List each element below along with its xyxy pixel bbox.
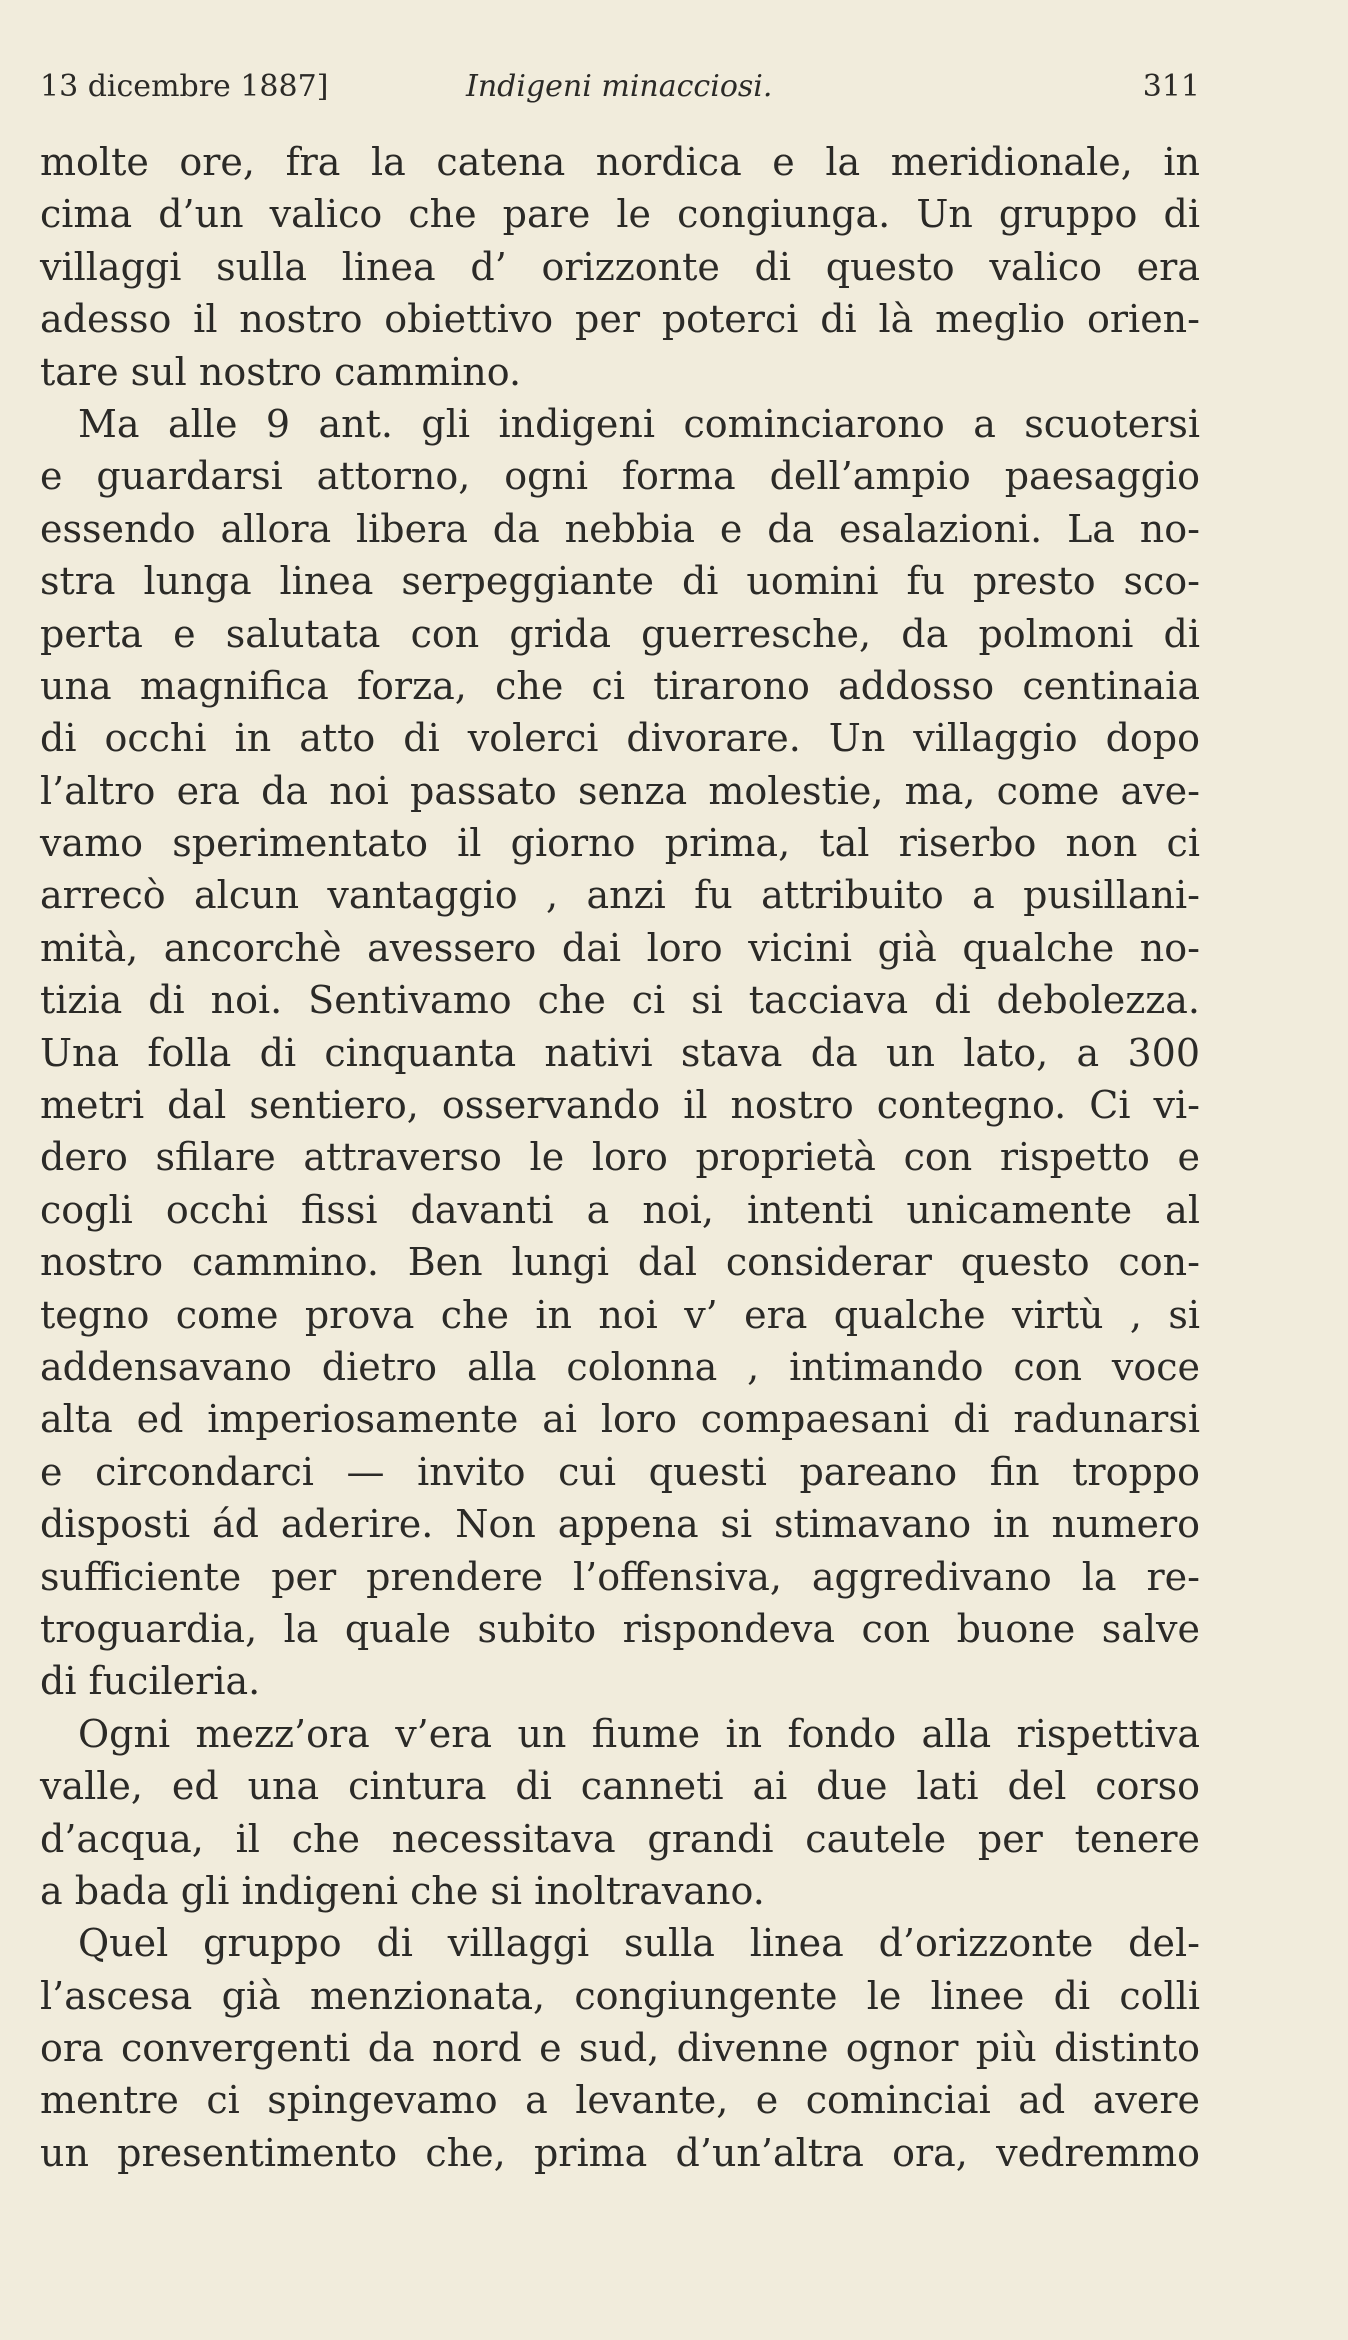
text-line: ora convergenti da nord e sud, divenne ognor più distinto [40,2026,1200,2071]
text-line: mentre ci spingevamo a levante, e cominciai ad avere [40,2078,1200,2123]
header-chapter-title: Indigeni minacciosi. [466,69,773,104]
text-line: sufficiente per prendere l’offensiva, aggredivano la re- [40,1554,1200,1599]
text-line: cogli occhi fissi davanti a noi, intenti unicamente al [40,1187,1200,1232]
text-line: molte ore, fra la catena nordica e la meridionale, in [40,140,1200,184]
text-line: perta e salutata con grida guerresche, da polmoni di [40,611,1200,656]
text-line: l’ascesa già menzionata, congiungente le linee di colli [40,1973,1200,2018]
text-line: addensavano dietro alla colonna , intimando con voce [40,1344,1200,1389]
text-line: l’altro era da noi passato senza molestie, ma, come ave- [40,768,1200,813]
text-line: tegno come prova che in noi v’ era qualche virtù , si [40,1292,1200,1337]
text-line: mità, ancorchè avessero dai loro vicini già qualche no- [40,925,1200,970]
text-line: e guardarsi attorno, ogni forma dell’ampio paesaggio [40,454,1200,499]
text-line: dero sfilare attraverso le loro proprietà con rispetto e [40,1135,1200,1180]
text-line: metri dal sentiero, osservando il nostro contegno. Ci vi- [40,1083,1200,1128]
page-number: 311 [1142,69,1200,104]
text-line: tizia di noi. Sentivamo che ci si tacciava di debolezza. [40,978,1200,1023]
text-line: vamo sperimentato il giorno prima, tal riserbo non ci [40,821,1200,866]
running-header [40,62,1200,112]
text-line: nostro cammino. Ben lungi dal considerar questo con- [40,1240,1200,1285]
text-line: a bada gli indigeni che si inoltravano. [40,1868,765,1913]
body-text [40,136,1200,2179]
text-line: un presentimento che, prima d’un’altra ora, vedremmo [40,2130,1200,2175]
text-line: disposti ád aderire. Non appena si stimavano in numero [40,1502,1200,1547]
text-line: d’acqua, il che necessitava grandi cautele per tenere [40,1816,1200,1861]
text-line: e circondarci — invito cui questi pareano fin troppo [40,1449,1200,1494]
text-line: Quel gruppo di villaggi sulla linea d’orizzonte del- [78,1921,1200,1966]
text-line: adesso il nostro obiettivo per poterci di là meglio orien- [40,297,1200,342]
text-line: essendo allora libera da nebbia e da esalazioni. La no- [40,506,1200,551]
text-line: villaggi sulla linea d’ orizzonte di questo valico era [40,244,1200,289]
text-line: arrecò alcun vantaggio , anzi fu attribuito a pusillani- [40,873,1200,918]
text-line: Una folla di cinquanta nativi stava da un lato, a 300 [40,1030,1200,1075]
text-line: valle, ed una cintura di canneti ai due lati del corso [40,1764,1200,1809]
text-line: stra lunga linea serpeggiante di uomini fu presto sco- [40,559,1200,604]
text-line: di fucileria. [40,1659,261,1704]
text-line: una magnifica forza, che ci tirarono addosso centinaia [40,663,1200,708]
header-date: 13 dicembre 1887] [40,69,329,104]
text-line: di occhi in atto di volerci divorare. Un villaggio dopo [40,716,1200,761]
text-line: Ma alle 9 ant. gli indigeni cominciarono a scuotersi [78,401,1200,446]
text-line: cima d’un valico che pare le congiunga. Un gruppo di [40,192,1200,237]
text-line: alta ed imperiosamente ai loro compaesani di radunarsi [40,1397,1200,1442]
text-line: Ogni mezz’ora v’era un fiume in fondo alla rispettiva [78,1711,1200,1756]
text-line: tare sul nostro cammino. [40,349,522,394]
text-line: troguardia, la quale subito rispondeva con buone salve [40,1606,1200,1651]
